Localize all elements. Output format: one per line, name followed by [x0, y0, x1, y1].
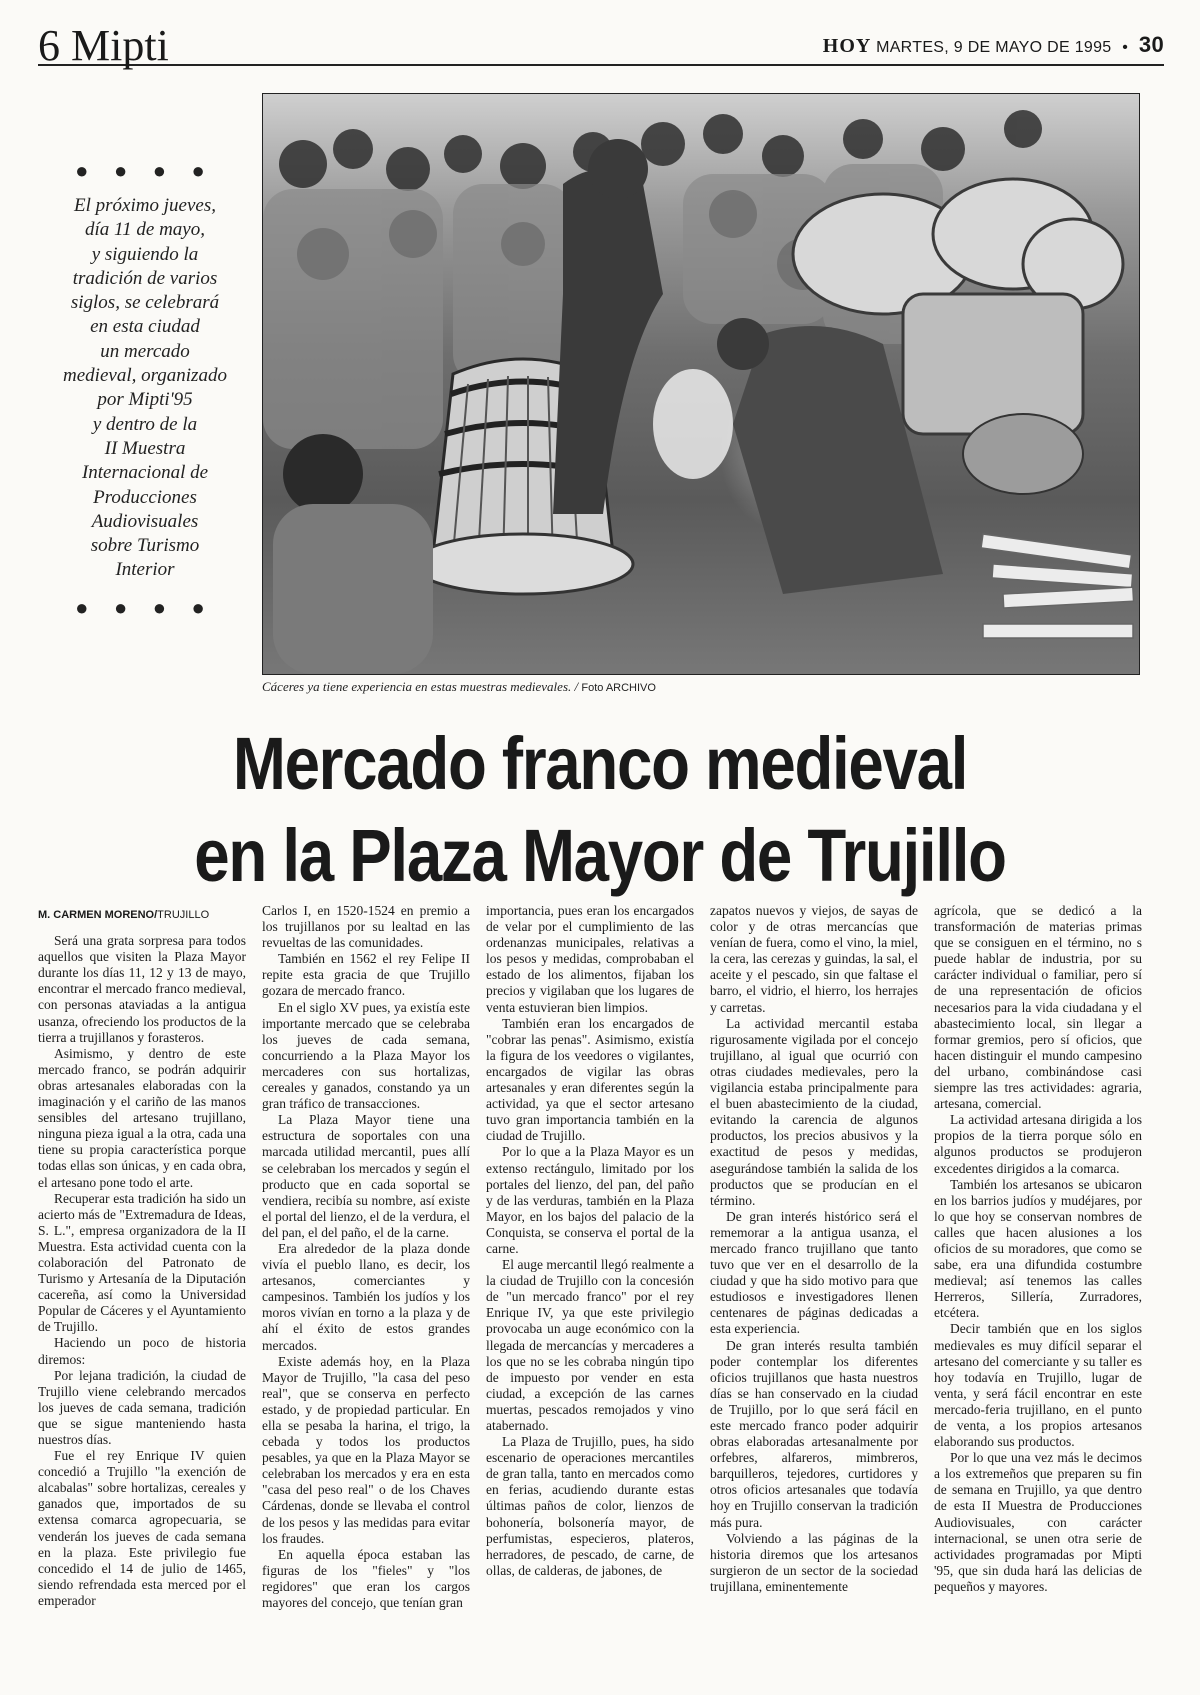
pull-quote-dots-top: ● ● ● ● [75, 158, 215, 183]
paragraph: zapatos nuevos y viejos, de sayas de color y de otras mercancías que venían de fuera, como el vino, la miel, la cera, las cerezas y guindas, la sal, el aceite y el pescado, sin que faltase el barro, el vidrio, el hierro, los herrajes y carretas. [710, 903, 918, 1015]
pull-quote-line: y dentro de la [92, 413, 198, 435]
pull-quote-line: Internacional de [81, 462, 209, 484]
paragraph: En aquella época estaban las figuras de los "fieles" y "los regidores" que eran los cargos mayores del concejo, que tenían gran [262, 1546, 470, 1611]
pull-quote-line: siglos, se celebrará [70, 292, 220, 314]
headline-line-2: en la Plaza Mayor de Trujillo [194, 814, 1006, 897]
section-title: 6 Mipti [38, 21, 169, 70]
pull-quote-line: II Muestra [104, 437, 186, 459]
byline [38, 907, 246, 923]
pull-quote-line: en esta ciudad [90, 316, 200, 338]
paragraph: Por lo que una vez más le decimos a los extremeños que preparen su fin de semana en Trujillo, ya que dentro de esta II Muestra de Producciones Audiovisuales, con carácter internacional, se unen otra serie de actividades programadas por Mipti '95, que sin duda hará las delicias de pequeños y mayores. [934, 1450, 1142, 1594]
paragraph: La actividad artesana dirigida a los propios de la tierra porque sólo en algunos productos se produjeron excedentes dirigidos a la comarca. [934, 1112, 1142, 1176]
paragraph: El auge mercantil llegó realmente a la ciudad de Trujillo con la concesión de "un mercado franco" por el rey Enrique IV, ya que este privilegio provocaba un auge económico con la llegada de mercancías y mercaderes a los que no se les cobraba ningún tipo de impuesto por vender en esta ciudad, a excepción de las carnes muertas, pescados remojados y vino atabernado. [486, 1257, 694, 1433]
pull-quote [40, 160, 250, 619]
market-photo [262, 93, 1140, 675]
paragraph: La actividad mercantil estaba rigurosamente vigilada por el concejo trujillano, al igual que ocurrió con otras ciudades medievales, pero la vigilancia estaba principalmente para el buen abastecimiento de la ciudad, evitando la carencia de algunos productos, los precios abusivos y la exactitud de pesos y medidas, asegurándose también la salida de los productos que se producían en el término. [710, 1015, 918, 1208]
paragraph: De gran interés histórico será el rememorar a la antigua usanza, el mercado franco trujillano que tanto tuvo que ver en el desarrollo de la ciudad y que ha sido motivo para que estudiosos e investigadores llenen centenares de páginas dedicadas a esta experiencia. [710, 1208, 918, 1337]
separator-bullet: • [1122, 39, 1129, 56]
paragraph: importancia, pues eran los encargados de velar por el cumplimiento de las ordenanzas municipales, relativas a los pesos y medidas, comprobaban el estado de los alimentos, fijaban los precios y vigilaban que los lugares de venta estuvieran bien limpios. [486, 903, 694, 1015]
article-column-4 [710, 903, 918, 1595]
pull-quote-line: por Mipti'95 [97, 389, 193, 411]
paragraph: También eran los encargados de "cobrar las penas". Asimismo, existía la figura de los veedores o vigilantes, encargados de vigilar las obras artesanales y eran diferentes según la actividad, ya que el sector artesano tuvo gran importancia también en la ciudad de Trujillo. [486, 1015, 694, 1144]
pull-quote-dots-bottom: ● ● ● ● [75, 594, 215, 620]
paragraph: También en 1562 el rey Felipe II repite esta gracia de que Trujillo gozara de mercado franco. [262, 951, 470, 999]
byline-author: M. CARMEN MORENO/ [38, 909, 158, 921]
pull-quote-line: un mercado [100, 340, 190, 362]
pull-quote-line: día 11 de mayo, [85, 219, 205, 241]
pull-quote-line: sobre Turismo [90, 535, 200, 557]
paragraph: Por lo que a la Plaza Mayor es un extenso rectángulo, limitado por los portales del lienzo, del pan, del paño y de las verduras, también en la Plaza Mayor, en los bajos del palacio de la Conquista, se conserva el portal de la carne. [486, 1144, 694, 1256]
paragraph: La Plaza de Trujillo, pues, ha sido escenario de operaciones mercantiles de gran talla, tanto en mercados como en ferias, acudiendo durante estas últimas paños de color, lienzos de bohonería, bolsonería mayor, de perfumistas, especieros, plateros, herradores, de pescado, de carne, de ollas, de calderas, de jabones, de [486, 1434, 694, 1578]
paragraph: En el siglo XV pues, ya existía este importante mercado que se celebraba los jueves de cada semana, concurriendo a la Plaza Mayor los mercaderes con sus hortalizas, cereales y ganados, constando ya un gran tráfico de transacciones. [262, 999, 470, 1112]
issue-date: MARTES, 9 DE MAYO DE 1995 [876, 39, 1112, 56]
headline-line-1: Mercado franco medieval [232, 722, 968, 805]
paragraph: Existe además hoy, en la Plaza Mayor de Trujillo, "la casa del peso real", que se conserva en perfecto estado, y de propiedad particular. En ella se pesaba la harina, el trigo, la cebada y todos los productos pesables, ya que en la Plaza Mayor se celebraban los mercados y era en esta "casa del peso real" o de los Chaves Cárdenas, donde se llevaba el control de los pesos y las medidas para evitar los fraudes. [262, 1353, 470, 1546]
pull-quote-line: Producciones [93, 486, 197, 508]
page-header [38, 14, 1164, 70]
paragraph: Era alrededor de la plaza donde vivía el pueblo llano, es decir, los artesanos, comerciantes y campesinos. También los judíos y los moros vivían en torno a la plaza y de ahí el éxito de estos grandes mercados. [262, 1240, 470, 1353]
paragraph: Carlos I, en 1520-1524 en premio a los trujillanos por su lealtad en las revueltas de las comunidades. [262, 903, 470, 951]
pull-quote-line: tradición de varios [72, 267, 218, 289]
paragraph: Recuperar esta tradición ha sido un acierto más de "Extremadura de Ideas, S. L.", empresa organizadora de la II Muestra. Esta actividad cuenta con la colaboración del Patronato de Turismo y Artesanía de la Diputación cacereña, así como la Universidad Popular de Cáceres y el Ayuntamiento de Trujillo. [38, 1190, 246, 1335]
pull-quote-line: El próximo jueves, [74, 195, 216, 216]
photo-caption [262, 679, 656, 695]
paragraph: agrícola, que se dedicó a la transformación de materias primas que se consiguen en el término, no s puede hablar de industria, por su carácter individual o familiar, pero sí de una representación de oficios necesarios para la vida ciudadana y el abastecimiento local, sin llegar a formar gremios, pero sí oficios, que hacen distinguir el mundo campesino del urbano, combinándose casi siempre las tres actividades: agraria, artesana, comercial. [934, 903, 1142, 1112]
pull-quote-line: Interior [115, 559, 175, 581]
byline-place: TRUJILLO [157, 909, 210, 921]
headline [84, 718, 1116, 902]
paragraph: Asimismo, y dentro de este mercado franco, se podrán adquirir obras artesanales elaboradas con la imaginación y el cariño de las manos sensibles del artesano trujillano, ninguna pieza igual a la otra, cada una tiene su propia característica porque todas ellas son únicas, y en cada obra, el artesano pone todo el arte. [38, 1045, 246, 1190]
article-column-3 [486, 903, 694, 1579]
article-column-5 [934, 903, 1142, 1595]
caption-text: Cáceres ya tiene experiencia en estas muestras medievales. / [262, 679, 579, 694]
paragraph: Fue el rey Enrique IV quien concedió a Trujillo "la exención de alcabalas" sobre hortalizas, cereales y ganados que, importados de su extensa comarca agropecuaria, se venderán los jueves de cada semana en la plaza. Este privilegio fue concedido el 14 de julio de 1465, siendo refrendada esta merced por el emperador [38, 1448, 246, 1608]
photo-credit: Foto ARCHIVO [581, 682, 656, 694]
page-number: 30 [1138, 32, 1164, 57]
article-column-1 [38, 905, 246, 1609]
paragraph: Haciendo un poco de historia diremos: [38, 1335, 246, 1367]
masthead-info [823, 32, 1164, 58]
article-body [38, 905, 1142, 1665]
paragraph: Decir también que en los siglos medievales es muy difícil separar el artesano del comerciante y su taller es hoy todavía en Trujillo, lugar de venta, y será fácil encontrar en este mercado-feria trujillano, en el punto de venta, a los propios artesanos elaborando sus productos. [934, 1321, 1142, 1450]
newspaper-name: HOY [822, 35, 872, 57]
pull-quote-line: y siguiendo la [91, 243, 199, 265]
paragraph: Volviendo a las páginas de la historia diremos que los artesanos surgieron de un sector de la sociedad trujillana, eminentemente [710, 1530, 918, 1594]
pull-quote-text [40, 194, 250, 583]
paragraph: La Plaza Mayor tiene una estructura de soportales con una marcada utilidad mercantil, pues allí se celebraban los mercados y según el producto que en cada soportal se vendiera, recibía su nombre, así existe el portal del lienzo, el de la verdura, el del pan, el del paño, el de la carne. [262, 1112, 470, 1240]
photo-illustration [263, 94, 1139, 674]
paragraph: De gran interés resulta también poder contemplar los diferentes oficios trujillanos que hasta nuestros días se han conservado en la ciudad de Trujillo, por lo que será fácil en este mercado franco poder adquirir obras elaboradas artesanalmente por orfebres, alfareros, mimbreros, barquilleros, tejedores, curtidores y otros oficios artesanales que todavía hoy en Trujillo conservan la tradición más pura. [710, 1337, 918, 1530]
paragraph: Por lejana tradición, la ciudad de Trujillo viene celebrando mercados los jueves de cada semana, tradición que se sigue manteniendo hasta nuestros días. [38, 1367, 246, 1447]
article-column-2 [262, 903, 470, 1611]
paragraph: Será una grata sorpresa para todos aquellos que visiten la Plaza Mayor durante los días 11, 12 y 13 de mayo, encontrar el mercado franco medieval, con personas ataviadas a la antigua usanza, ofreciendo los productos de la tierra a trujillanos y forasteros. [38, 933, 247, 1045]
pull-quote-line: medieval, organizado [63, 365, 227, 387]
paragraph: También los artesanos se ubicaron en los barrios judíos y mudéjares, por lo que hoy se conservan nombres de calles que hacen alusiones a los oficios de su moradores, que como se sabe, era una difundida costumbre medieval; así tenemos las calles Herreros, Sillería, Zurradores, etcétera. [934, 1176, 1142, 1321]
pull-quote-line: Audiovisuales [91, 510, 199, 532]
